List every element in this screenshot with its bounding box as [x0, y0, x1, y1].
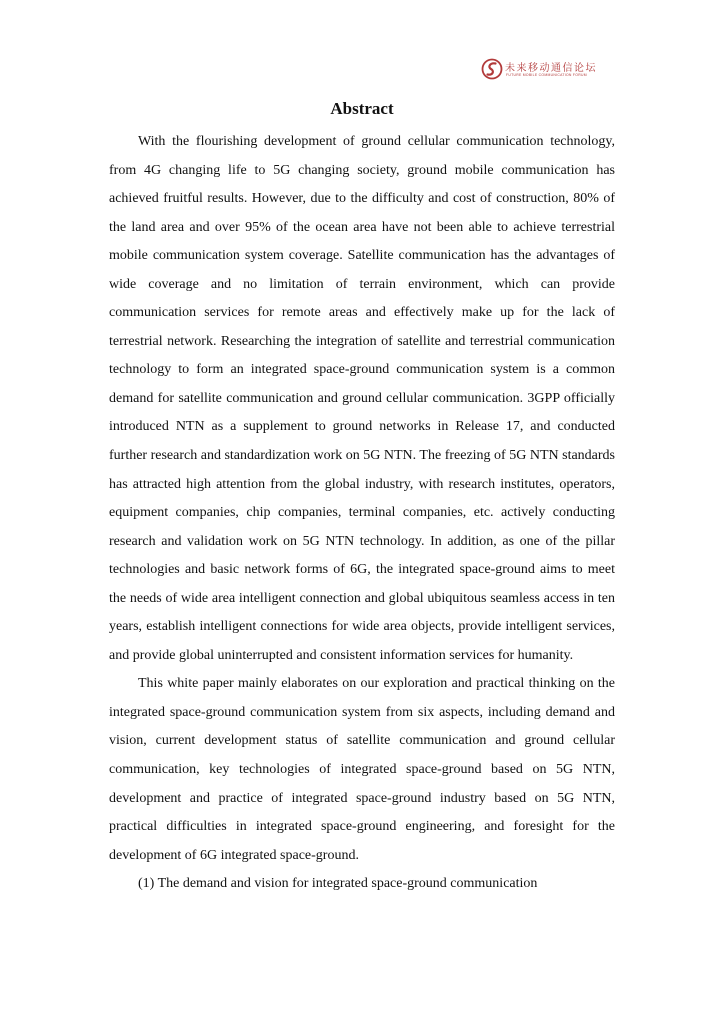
paragraph-white-paper-overview: This white paper mainly elaborates on our exploration and practical thinking on the integrated space-ground communication system from six aspects, including demand and vision, current development status of satellite communication and ground cellular communication, key technologies of integrated space-ground based on 5G NTN, development and practice of integrated space-ground industry based on 5G NTN, practical difficulties in integrated space-ground engineering, and foresight for the development of 6G integrated space-ground.	[109, 676, 615, 863]
forum-logo-icon	[481, 58, 503, 80]
paragraph-intro: With the flourishing development of ground cellular communication technology, from 4G changing life to 5G changing society, ground mobile communication has achieved fruitful results. However, due to the difficulty and cost of construction, 80% of the land area and over 95% of the ocean area have not been able to achieve terrestrial mobile communication system coverage. Satellite communication has the advantages of wide coverage and no limitation of terrain environment, which can provide communication services for remote areas and effectively make up for the lack of terrestrial network. Researching the integration of satellite and terrestrial communication technology to form an integrated space-ground communication system is a common demand for satellite communication and ground cellular communication. 3GPP officially introduced NTN as a supplement to ground networks in Release 17, and conducted further research and standardization work on 5G NTN. The freezing of 5G NTN standards has attracted high attention from the global industry, with research institutes, operators, equipment companies, chip companies, terminal companies, etc. actively conducting research and validation work on 5G NTN technology. In addition, as one of the pillar technologies and basic network forms of 6G, the integrated space-ground aims to meet the needs of wide area intelligent connection and global ubiquitous seamless access in ten years, establish intelligent connections for wide area objects, provide intelligent services, and provide global uninterrupted and consistent information services for humanity.	[109, 134, 615, 663]
page-title: Abstract	[330, 99, 394, 118]
logo-text-english: FUTURE MOBILE COMMUNICATION FORUM	[506, 73, 587, 77]
abstract-body	[109, 128, 615, 899]
forum-logo	[481, 58, 605, 84]
section-heading-1: (1) The demand and vision for integrated space-ground communication	[138, 876, 538, 892]
logo-text-chinese: 未来移动通信论坛	[505, 63, 597, 74]
